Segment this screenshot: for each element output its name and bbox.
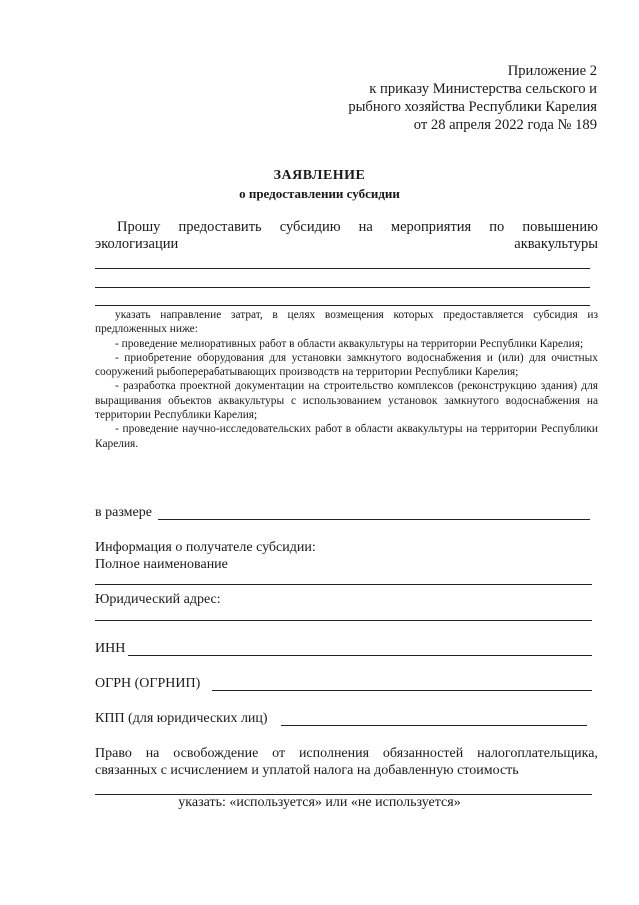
instructions-block — [95, 308, 598, 451]
intro-word: по — [489, 219, 505, 235]
full-name-field[interactable] — [95, 584, 592, 585]
blank-line[interactable] — [95, 287, 590, 288]
intro-word: предоставить — [178, 219, 262, 235]
instruction-item: - разработка проектной документации на строительство комплексов (реконструкцию здания) для выращивания объектов аквакультуры с использованием установок замкнутого водоснабжения на территории Республики Карелия; — [95, 380, 598, 422]
vat-paragraph — [95, 745, 598, 779]
full-name-label: Полное наименование — [95, 557, 228, 572]
legal-address-label: Юридический адрес: — [95, 592, 221, 607]
intro-word: аквакультуры — [514, 236, 598, 252]
vat-word: от — [272, 746, 286, 761]
vat-word: Право — [95, 746, 132, 761]
appendix-label: Приложение 2 — [507, 63, 597, 79]
ogrn-field[interactable] — [212, 690, 592, 691]
vat-hint: указать: «используется» или «не используется» — [178, 795, 461, 810]
ogrn-label: ОГРН (ОГРНИП) — [95, 676, 201, 691]
intro-word: экологизации — [95, 236, 179, 252]
amount-field[interactable] — [158, 519, 590, 520]
intro-word: субсидию — [279, 219, 341, 235]
instruction-item: - приобретение оборудования для установки замкнутого водоснабжения и (или) для очистных сооружений рыбоперерабатывающих производств на территории Республики Карелия; — [95, 351, 598, 379]
vat-word: обязанностей — [382, 746, 464, 761]
intro-line-1 — [95, 219, 598, 236]
intro-word: мероприятия — [390, 219, 472, 235]
document-subtitle: о предоставлении субсидии — [239, 186, 400, 201]
legal-address-field[interactable] — [95, 620, 592, 621]
amount-label: в размере — [95, 505, 152, 520]
kpp-label: КПП (для юридических лиц) — [95, 711, 268, 726]
vat-word: налогоплательщика, — [477, 746, 598, 761]
ministry-name: рыбного хозяйства Республики Карелия — [348, 99, 597, 115]
inn-field[interactable] — [128, 655, 592, 656]
document-title: ЗАЯВЛЕНИЕ — [273, 168, 366, 183]
instructions-note: указать направление затрат, в целях возмещения которых предоставляется субсидия из предложенных ниже: — [95, 309, 598, 336]
blank-line[interactable] — [95, 305, 590, 306]
instruction-item: - проведение мелиоративных работ в области аквакультуры на территории Республики Карелия; — [115, 337, 584, 350]
vat-line-2: связанных с исчислением и уплатой налога на добавленную стоимость — [95, 763, 519, 778]
recipient-info-heading: Информация о получателе субсидии: — [95, 540, 316, 555]
order-date-number: от 28 апреля 2022 года № 189 — [413, 117, 597, 133]
intro-word: на — [358, 219, 373, 235]
kpp-field[interactable] — [281, 725, 587, 726]
intro-paragraph — [95, 219, 598, 253]
vat-word: исполнения — [298, 746, 370, 761]
inn-label: ИНН — [95, 641, 126, 656]
intro-word: повышению — [522, 219, 598, 235]
intro-word: Прошу — [117, 219, 161, 235]
vat-word: на — [145, 746, 160, 761]
intro-line-2 — [95, 236, 598, 253]
blank-line[interactable] — [95, 268, 590, 269]
order-appendix-header — [348, 62, 597, 134]
vat-word: освобождение — [173, 746, 259, 761]
instruction-item: - проведение научно-исследовательских работ в области аквакультуры на территории Республики Карелия. — [95, 423, 598, 450]
order-reference: к приказу Министерства сельского и — [369, 81, 597, 97]
vat-line-1 — [95, 745, 598, 762]
